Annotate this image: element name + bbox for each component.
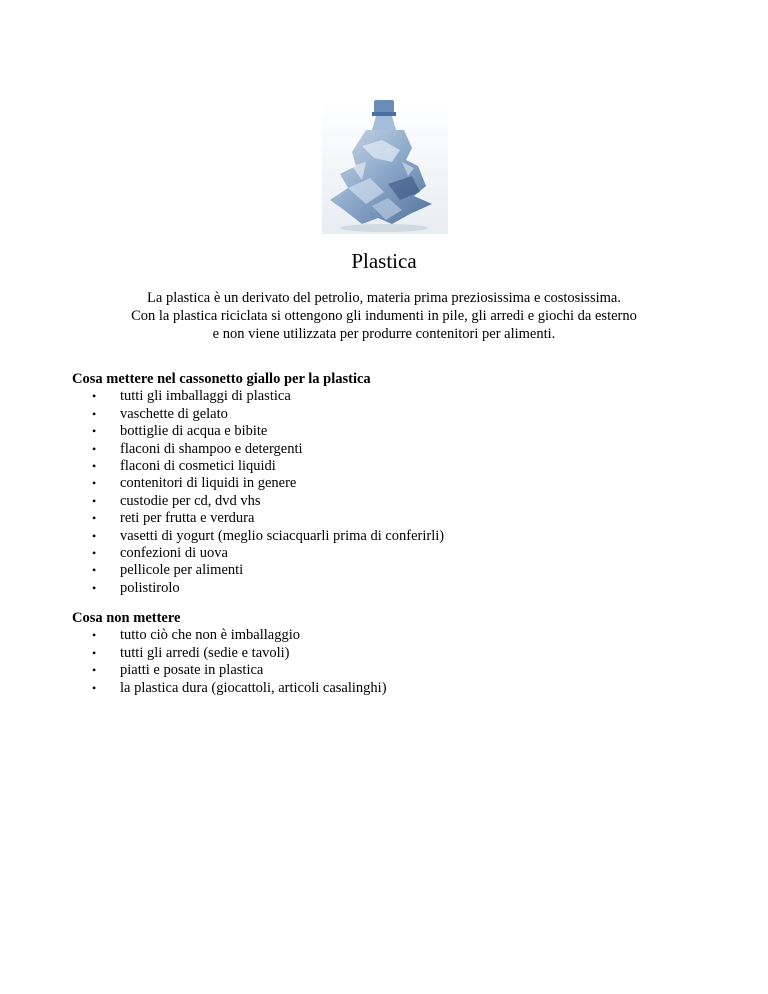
list-item-text: flaconi di shampoo e detergenti — [120, 440, 303, 457]
bullet-icon: • — [92, 680, 97, 695]
intro-line: La plastica è un derivato del petrolio, materia prima preziosissima e costosissima. — [147, 290, 621, 306]
section-what-not-to-put — [72, 610, 712, 697]
page-title: Plastica — [351, 249, 417, 273]
list-item — [72, 562, 712, 579]
bullet-icon: • — [92, 406, 97, 421]
bullet-icon: • — [92, 441, 97, 456]
bullet-list — [72, 388, 712, 597]
list-item — [72, 627, 712, 644]
bullet-icon: • — [92, 493, 97, 508]
list-item-text: reti per frutta e verdura — [120, 510, 255, 527]
crushed-bottle-image — [322, 100, 448, 234]
bullet-icon: • — [92, 458, 97, 473]
list-item — [72, 406, 712, 423]
list-item-text: polistirolo — [120, 579, 180, 596]
section-what-to-put — [72, 371, 712, 597]
bullet-icon: • — [92, 389, 97, 404]
list-item-text: vasetti di yogurt (meglio sciacquarli prima di conferirli) — [120, 527, 445, 544]
list-item-text: bottiglie di acqua e bibite — [120, 423, 268, 440]
list-item-text: contenitori di liquidi in genere — [120, 475, 297, 492]
intro-line: e non viene utilizzata per produrre contenitori per alimenti. — [212, 326, 556, 342]
list-item — [72, 388, 712, 405]
bullet-icon: • — [92, 580, 97, 595]
list-item — [72, 423, 712, 440]
bullet-icon: • — [92, 476, 97, 491]
crushed-plastic-bottle-icon — [322, 100, 448, 234]
list-item — [72, 662, 712, 679]
list-item — [72, 458, 712, 475]
list-item-text: vaschette di gelato — [120, 405, 228, 422]
bullet-icon: • — [92, 424, 97, 439]
bullet-icon: • — [92, 628, 97, 643]
bullet-icon: • — [92, 663, 97, 678]
list-item — [72, 510, 712, 527]
list-item-text: custodie per cd, dvd vhs — [120, 492, 261, 509]
list-item-text: tutto ciò che non è imballaggio — [120, 627, 300, 644]
bullet-icon: • — [92, 545, 97, 560]
list-item — [72, 645, 712, 662]
section-heading: Cosa mettere nel cassonetto giallo per la plastica — [72, 371, 371, 387]
list-item-text: tutti gli arredi (sedie e tavoli) — [120, 644, 290, 661]
list-item — [72, 580, 712, 597]
list-item-text: pellicole per alimenti — [120, 562, 244, 579]
bullet-icon: • — [92, 645, 97, 660]
intro-paragraph — [0, 289, 768, 343]
list-item — [72, 545, 712, 562]
list-item-text: tutti gli imballaggi di plastica — [120, 388, 291, 405]
bullet-list — [72, 627, 712, 697]
list-item-text: la plastica dura (giocattoli, articoli casalinghi) — [120, 679, 387, 696]
list-item — [72, 528, 712, 545]
list-item — [72, 475, 712, 492]
list-item — [72, 441, 712, 458]
bullet-icon: • — [92, 511, 97, 526]
list-item — [72, 680, 712, 697]
section-heading: Cosa non mettere — [72, 610, 181, 626]
list-item-text: confezioni di uova — [120, 544, 228, 561]
list-item — [72, 493, 712, 510]
bullet-icon: • — [92, 563, 97, 578]
list-item-text: flaconi di cosmetici liquidi — [120, 457, 276, 474]
list-item-text: piatti e posate in plastica — [120, 662, 264, 679]
intro-line: Con la plastica riciclata si ottengono gli indumenti in pile, gli arredi e giochi da esterno — [131, 308, 637, 324]
bullet-icon: • — [92, 528, 97, 543]
